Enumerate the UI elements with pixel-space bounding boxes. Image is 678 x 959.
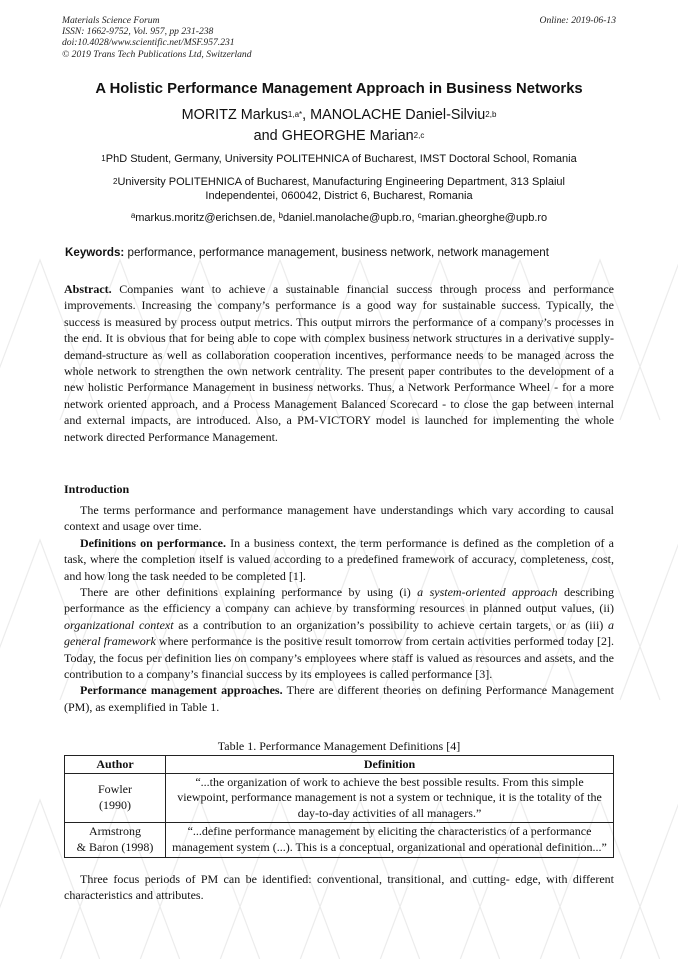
emphasis: a general framework [64, 617, 614, 649]
author-cell-line: (1990) [99, 797, 131, 812]
email-link[interactable]: marian.gheorghe@upb.ro [421, 212, 548, 224]
author-superscript: 1,a* [287, 110, 303, 119]
abstract-text: Companies want to achieve a sustainable financial success through process and performance improvements. Increasing the company’s performance is a good way for sustainable success. Typically, the success is measured by process output metrics. This output mirrors the performance of a company’s processes in the end. It is obvious that for being able to cope with complex business network structures in a derivative supply-demand-structure as well as collaboration cooperation incentives, performance needs to be managed across the whole network to strengthen the own network centrality. The present paper contributes to the development of a new holistic Performance Management in business networks. Thus, a Network Performance Wheel - for a more network oriented approach, and a Process Management Balanced Scorecard - to close the gap between internal and external impacts, are introduced. Also, a PM-VICTORY model is launched for implementing the whole network directed Performance Management. [64, 282, 614, 444]
author-superscript: 2,b [485, 110, 497, 119]
paragraph [64, 535, 614, 584]
author-conjunction: and [253, 128, 282, 144]
keywords [65, 246, 616, 259]
paragraph-text: There are other definitions explaining performance by using (i) [80, 585, 418, 600]
author-superscript: 2,c [413, 131, 425, 140]
introduction-body [64, 502, 614, 715]
abstract [64, 281, 614, 445]
keywords-text: performance, performance management, business network, network management [124, 246, 549, 259]
keywords-label: Keywords: [65, 246, 125, 259]
paragraph-after-table: Three focus periods of PM can be identified: conventional, transitional, and cutting- edge, with different characteristics and attributes. [64, 872, 614, 903]
author-cell-line: Fowler [98, 782, 132, 797]
paragraph-text: In a business context, the term performance is defined as the completion of a task, where the completion itself is valued according to a predefined framework of accuracy, completeness, cost, and how long the task needed to be completed [1]. [64, 535, 614, 583]
table-row [65, 823, 614, 857]
author-separator: , [302, 107, 311, 123]
copyright-line: © 2019 Trans Tech Publications Ltd, Switzerland [62, 48, 252, 60]
email-superscript: c [417, 211, 422, 220]
column-header-definition: Definition [166, 756, 614, 774]
paragraph [64, 682, 614, 715]
abstract-label: Abstract. [64, 282, 112, 296]
definition-cell: “...the organization of work to achieve the best possible results. From this simple viewpoint, performance management is not a system or technique, it is the totality of the day-to-day activities of all managers.” [166, 773, 614, 823]
online-date: Online: 2019-06-13 [539, 15, 616, 26]
affiliation-text: University POLITEHNICA of Bucharest, Manufacturing Engineering Department, 313 Splaiul [117, 176, 565, 188]
author-list [40, 105, 638, 147]
affiliation-superscript: 2 [112, 177, 118, 186]
email-superscript: a [130, 211, 136, 220]
paragraph-label: Definitions on performance. [80, 535, 226, 550]
paragraph-text: describing performance as the efficiency a company can achieve by transforming resources in planned output values, (ii) [64, 585, 614, 616]
paragraph: The terms performance and performance management have understandings which vary according to causal context and usage over time. [64, 503, 614, 534]
author-cell-line: & Baron (1998) [76, 839, 154, 854]
affiliation-2 [62, 176, 616, 203]
table-row [65, 773, 614, 823]
definition-cell: “...define performance management by eliciting the characteristics of a performance management system (...). This is a conceptual, organizational and operational definition...” [166, 823, 614, 857]
table-header-row [65, 756, 614, 774]
affiliation-text: Independentei, 060042, District 6, Bucharest, Romania [205, 189, 473, 202]
email-list [62, 212, 616, 224]
paragraph-text: as a contribution to an organization’s possibility to achieve certain targets, or as (iii) [173, 617, 608, 632]
affiliation-text: PhD Student, Germany, University POLITEHNICA of Bucharest, IMST Doctoral School, Romania [105, 153, 577, 165]
paragraph-text: where performance is the positive result tomorrow from certain activities performed today [2]. Today, the focus per definition lies on company’s employees where staff is valued as resources and assets, and the contribution to a company’s financial success by its employees is called performance [3]. [64, 634, 614, 682]
email-superscript: b [278, 211, 283, 220]
paragraph [64, 584, 614, 682]
definitions-table [64, 755, 614, 858]
journal-name: Materials Science Forum [62, 15, 160, 26]
paragraph-label: Performance management approaches. [80, 683, 283, 698]
table-caption: Table 1. Performance Management Definitions [4] [217, 739, 461, 753]
author-name: GHEORGHE Marian [281, 128, 414, 144]
column-header-author: Author [65, 756, 166, 774]
author-cell [65, 773, 166, 823]
journal-header [62, 15, 616, 60]
affiliation-1 [62, 153, 616, 167]
section-heading-introduction: Introduction [64, 482, 130, 496]
emphasis: organizational context [64, 617, 174, 632]
paragraph-text: There are different theories on defining Performance Management (PM), as exemplified in Table 1. [64, 683, 614, 714]
email-link[interactable]: daniel.manolache@upb.ro, [282, 212, 418, 224]
author-cell-line: Armstrong [89, 824, 141, 839]
affiliation-superscript: 1 [101, 154, 106, 163]
email-link[interactable]: markus.moritz@erichsen.de, [135, 212, 279, 224]
doi-line: doi:10.4028/www.scientific.net/MSF.957.231 [62, 37, 235, 49]
paper-title: A Holistic Performance Management Approach in Business Networks [95, 81, 583, 97]
issn-line: ISSN: 1662-9752, Vol. 957, pp 231-238 [62, 26, 214, 38]
author-name: MANOLACHE Daniel-Silviu [310, 107, 486, 123]
author-cell [65, 823, 166, 857]
author-name: MORITZ Markus [181, 107, 288, 123]
emphasis: a system-oriented approach [417, 585, 558, 600]
